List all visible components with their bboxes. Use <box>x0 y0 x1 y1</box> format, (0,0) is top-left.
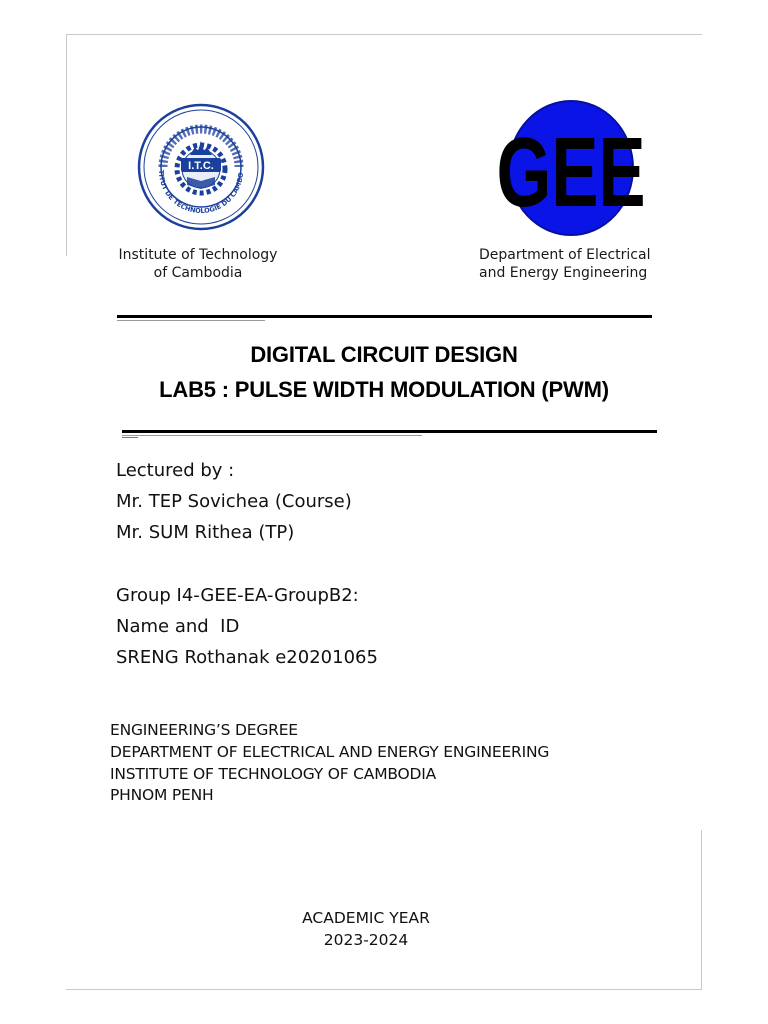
lab-title: LAB5 : PULSE WIDTH MODULATION (PWM) <box>159 377 609 402</box>
group-label: Group I4-GEE-EA-GroupB2: <box>116 585 359 606</box>
lecturer-tp: Mr. SUM Rithea (TP) <box>116 522 295 543</box>
title-rule-top-shadow <box>117 320 265 321</box>
itc-caption-line1: Institute of Technology <box>118 247 278 263</box>
gee-caption <box>479 246 679 282</box>
name-id-label: Name and ID <box>116 616 240 637</box>
itc-ring-text: TITUT DE TECHNOLOGIE DU CAMBO <box>156 169 246 216</box>
title-rule-bottom <box>122 430 657 433</box>
title-rule-top <box>117 315 652 318</box>
gee-letters: GEE <box>496 118 646 228</box>
title-rule-bottom-shadow <box>122 435 422 436</box>
city-text: PHNOM PENH <box>110 786 214 804</box>
gee-caption-line2: and Energy Engineering <box>479 265 648 281</box>
gee-caption-line1: Department of Electrical <box>479 247 651 263</box>
academic-year: 2023-2024 <box>323 931 409 949</box>
page-border-left <box>66 34 67 256</box>
institute-text: INSTITUTE OF TECHNOLOGY OF CAMBODIA <box>110 765 437 783</box>
lectured-by-label: Lectured by : <box>116 460 235 481</box>
course-title: DIGITAL CIRCUIT DESIGN <box>250 342 518 367</box>
itc-caption-line2: of Cambodia <box>153 265 243 281</box>
degree-text: ENGINEERING’S DEGREE <box>110 721 298 739</box>
page-border-bottom <box>66 989 702 990</box>
itc-caption <box>110 246 286 282</box>
lecturer-course: Mr. TEP Sovichea (Course) <box>116 491 352 512</box>
page-border-top <box>66 34 702 35</box>
gee-logo-icon <box>496 100 646 236</box>
title-rule-bottom-mark <box>122 437 138 438</box>
itc-emblem-text: I.T.C. <box>188 160 214 172</box>
student-name-id: SRENG Rothanak e20201065 <box>116 647 378 668</box>
department-text: DEPARTMENT OF ELECTRICAL AND ENERGY ENGINEERING <box>110 743 550 761</box>
academic-year-label: ACADEMIC YEAR <box>302 909 430 927</box>
itc-seal-icon <box>137 103 265 231</box>
